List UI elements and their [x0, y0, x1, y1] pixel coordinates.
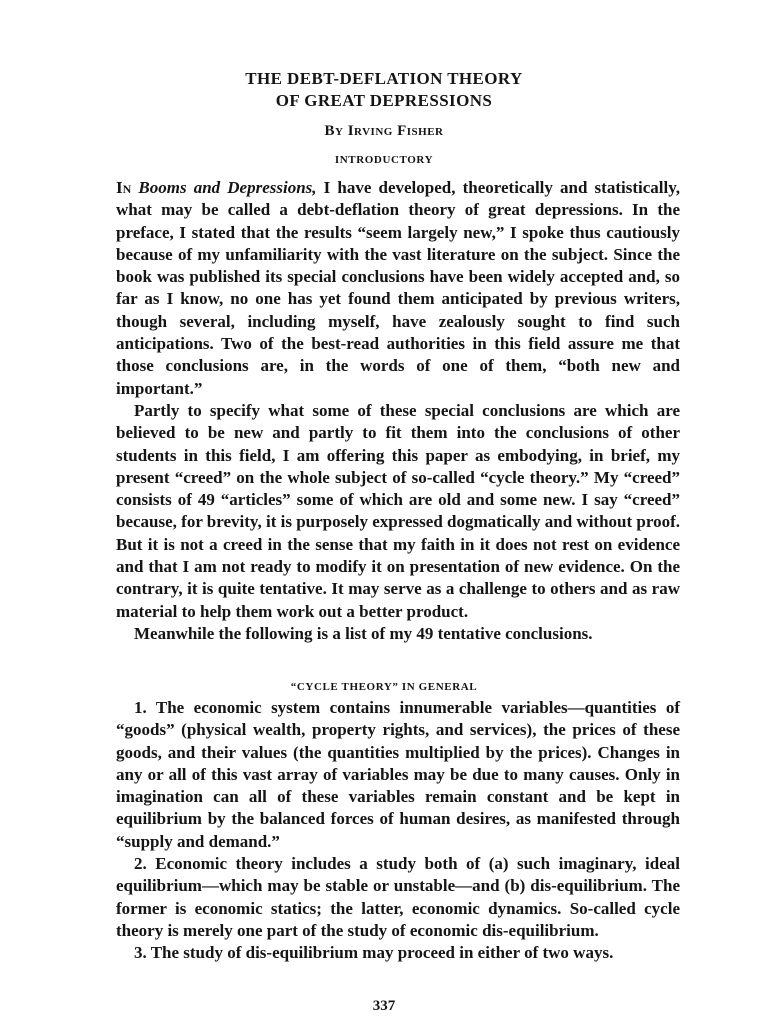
- article-item-1: 1. The economic system contains innumerable variables—quantities of “goods” (physical wealth, property rights, and services), the prices of these goods, and their values (the quantities multiplied by the prices). Changes in any or all of this vast array of variables may be due to many causes. Only in imagination can all of these variables remain constant and be kept in equilibrium by the balanced forces of human desires, as manifested through “supply and demand.”: [116, 698, 680, 851]
- intro-paragraph-3: Meanwhile the following is a list of my 49 tentative conclusions.: [134, 623, 593, 643]
- page-number: 337: [372, 998, 396, 1014]
- section-heading-cycle-theory: “CYCLE THEORY” IN GENERAL: [290, 681, 478, 693]
- article-item-3: 3. The study of dis-equilibrium may proceed in either of two ways.: [134, 943, 614, 963]
- byline-prefix: By: [324, 123, 344, 139]
- article-title-line-2: OF GREAT DEPRESSIONS: [275, 91, 493, 110]
- author-byline: [0, 121, 768, 141]
- intro-paragraph-1-text: I have developed, theoretically and statistically, what may be called a debt-deflation theory of great depressions. In the preface, I stated that the results “seem largely new,” I spoke thus cautiously because of my unfamiliarity with the vast literature on the subject. Since the book was published its special conclusions have been widely accepted and, so far as I know, no one has yet found them anticipated by previous writers, though several, including myself, have zealously sought to find such anticipations. Two of the best-read authorities in this field assure me that those conclusions are, in the words of one of them, “both new and important.”: [116, 178, 681, 398]
- intro-paragraph-2: Partly to specify what some of these special conclusions are which are believed to be new and partly to fit them into the conclusions of other students in this field, I am offering this paper as embodying, in brief, my present “creed” on the whole subject of so-called “cycle theory.” My “creed” consists of 49 “articles” some of which are old and some new. I say “creed” because, for brevity, it is purposely expressed dogmatically and without proof. But it is not a creed in the sense that my faith in it does not rest on evidence and that I am not ready to modify it on presentation of new evidence. On the contrary, it is quite tentative. It may serve as a challenge to others and as raw material to help them work out a better product.: [116, 400, 681, 621]
- author-name: Irving Fisher: [347, 123, 444, 139]
- lead-word: In: [116, 178, 132, 197]
- introduction-body: [116, 177, 680, 645]
- book-title: Booms and Depressions,: [138, 178, 317, 197]
- intro-paragraph-1: [116, 177, 680, 400]
- cycle-theory-body: [116, 697, 680, 965]
- section-heading-introductory: INTRODUCTORY: [334, 154, 434, 166]
- article-item-2: 2. Economic theory includes a study both of (a) such imaginary, ideal equilibrium—which may be stable or unstable—and (b) dis-equilibrium. The former is economic statics; the latter, economic dynamics. So-called cycle theory is merely one part of the study of economic dis-equilibrium.: [116, 854, 680, 940]
- article-title-line-1: THE DEBT-DEFLATION THEORY: [245, 69, 523, 88]
